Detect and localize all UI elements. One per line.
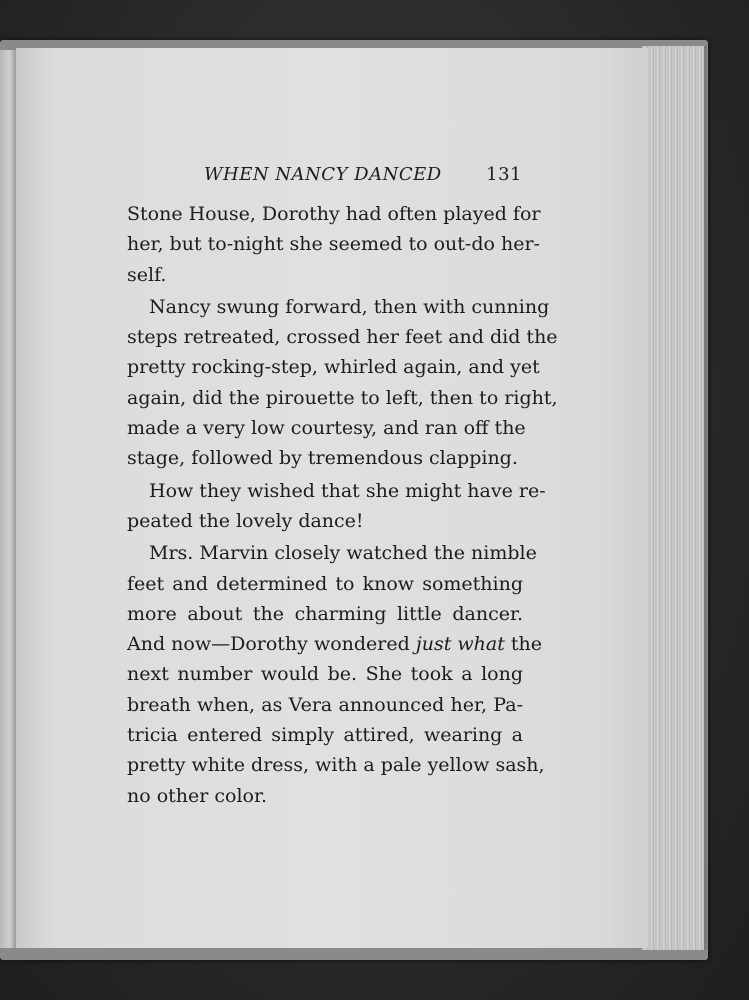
page-number: 131 <box>486 164 522 185</box>
text-line: again, did the pirouette to left, then to right, <box>127 386 558 409</box>
text-line: steps retreated, crossed her feet and did the <box>127 326 558 349</box>
text-line: pretty white dress, with a pale yellow sash, <box>127 754 545 777</box>
page-edges <box>642 46 707 950</box>
running-title: WHEN NANCY DANCED <box>204 164 442 185</box>
body-text <box>127 199 558 811</box>
text-line: stage, followed by tremendous clapping. <box>127 447 518 470</box>
facing-page-edge <box>0 50 16 948</box>
text-line: pretty rocking-step, whirled again, and yet <box>127 356 540 379</box>
text-line: breath when, as Vera announced her, Pa- <box>127 693 523 716</box>
text-line: tricia entered simply attired, wearing a <box>127 724 523 747</box>
text-line: her, but to-night she seemed to out-do her- <box>127 233 540 256</box>
text-line-with-italic <box>127 629 543 659</box>
running-head <box>204 164 522 188</box>
text-line: self. <box>127 263 167 286</box>
text-line: How they wished that she might have re- <box>149 479 546 502</box>
text-line: made a very low courtesy, and ran off the <box>127 417 526 440</box>
text-line: next number would be. She took a long <box>127 663 523 686</box>
text-line: no other color. <box>127 784 268 807</box>
text-line: peated the lovely dance! <box>127 509 364 532</box>
text-line: Mrs. Marvin closely watched the nimble <box>149 542 537 565</box>
text-segment: And now—Dorothy wondered <box>127 633 416 656</box>
text-line: feet and determined to know something <box>127 572 523 595</box>
text-line: Stone House, Dorothy had often played for <box>127 203 541 225</box>
text-line: more about the charming little dancer. <box>127 602 523 625</box>
text-segment: the <box>504 633 543 656</box>
italic-emphasis: just what <box>415 633 505 656</box>
text-line: Nancy swung forward, then with cunning <box>149 295 550 318</box>
